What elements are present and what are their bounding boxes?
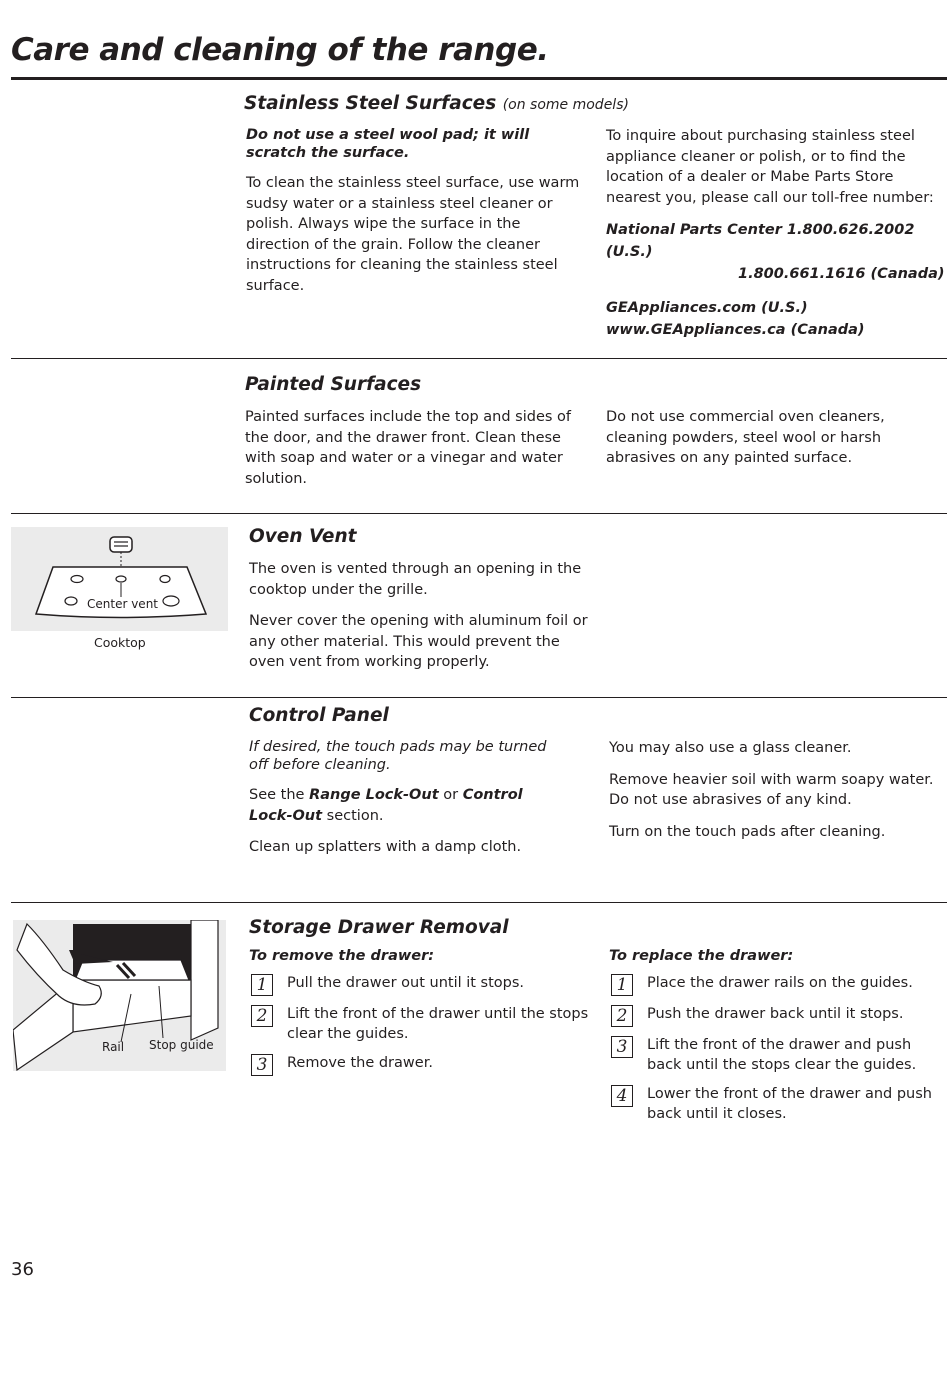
stainless-title-text: Stainless Steel Surfaces [244,93,497,114]
drawer-section-title: Storage Drawer Removal [249,917,509,938]
range-lockout-ref: Range Lock-Out [309,787,439,803]
web-link-canada[interactable]: www.GEAppliances.ca (Canada) [606,322,865,338]
control-splatters: Clean up splatters with a damp cloth. [249,839,522,855]
page-number: 36 [11,1259,34,1280]
painted-left-column [245,407,590,500]
stop-guide-label: Stop guide [149,1038,214,1052]
step-number-box: 2 [611,1005,633,1027]
oven-vent-p2: Never cover the opening with aluminum foil or any other material. This would prevent the oven vent from working properly. [249,613,588,670]
see-prefix: See the [249,787,305,803]
replace-step [609,973,947,996]
painted-right-text: Do not use commercial oven cleaners, cleaning powders, steel wool or harsh abrasives on any painted surface. [606,409,885,466]
cooktop-illustration [11,527,228,631]
title-rule [11,77,947,80]
stainless-body: To clean the stainless steel surface, use warm sudsy water or a stainless steel cleaner or polish. Always wipe the surface in the direction of the grain. Follow the cleaner instructions for cleaning the stainless steel surface. [246,175,580,294]
step-number-box: 1 [251,974,273,996]
step-text: Lift the front of the drawer until the stops clear the guides. [287,1005,589,1042]
replace-drawer-column [609,946,947,1133]
control-lockout-ref: Control Lock-Out [249,787,523,824]
oven-vent-p1: The oven is vented through an opening in the cooktop under the grille. [249,561,582,598]
stainless-right-column [606,126,948,352]
center-vent-label: Center vent [87,597,158,611]
stainless-inquire: To inquire about purchasing stainless steel appliance cleaner or polish, or to find the location of a dealer or Mabe Parts Store nearest you, please call our toll-free number: [606,128,934,206]
section-divider [11,697,947,698]
painted-left-text: Painted surfaces include the top and sides of the door, and the drawer front. Clean these with soap and water or a vinegar and water solution. [245,409,572,487]
replace-steps-list [609,973,947,1125]
step-text: Lower the front of the drawer and push back until it closes. [647,1085,932,1122]
remove-drawer-column [249,946,594,1084]
stainless-warning: Do not use a steel wool pad; it will scratch the surface. [246,127,530,161]
control-left-column [249,738,594,869]
step-number-box: 3 [251,1054,273,1076]
step-number-box: 1 [611,974,633,996]
remove-step [249,1004,594,1045]
control-panel-section-title: Control Panel [249,705,389,726]
painted-right-column [606,407,946,480]
cooktop-caption: Cooktop [94,635,146,650]
oven-vent-column [249,559,594,684]
replace-step [609,1084,947,1125]
stainless-left-column [246,126,586,307]
page-title: Care and cleaning of the range. [11,32,549,68]
remove-step [249,973,594,996]
step-text: Push the drawer back until it stops. [647,1005,904,1022]
web-link-us[interactable]: GEAppliances.com (U.S.) [606,300,808,316]
replace-step [609,1035,947,1076]
control-right-column [609,738,947,853]
step-text: Place the drawer rails on the guides. [647,974,913,991]
see-or: or [443,787,459,803]
see-suffix: section. [326,807,384,824]
step-text: Pull the drawer out until it stops. [287,974,525,991]
web-links-block [606,297,948,341]
stainless-subtitle: (on some models) [502,97,629,113]
oven-vent-section-title: Oven Vent [249,526,357,547]
step-text: Remove the drawer. [287,1054,433,1071]
control-heavy: Remove heavier soil with warm soapy water. Do not use abrasives of any kind. [609,771,934,808]
replace-step [609,1004,947,1027]
section-divider [11,902,947,903]
step-number-box: 2 [251,1005,273,1027]
parts-phone-block [606,219,948,285]
painted-section-title: Painted Surfaces [245,374,422,395]
step-number-box: 3 [611,1036,633,1058]
section-divider [11,513,947,514]
section-divider [11,358,947,359]
control-note: If desired, the touch pads may be turned off before cleaning. [249,739,547,773]
drawer-figure [13,920,226,1071]
parts-phone-us: National Parts Center 1.800.626.2002 (U.S.) [606,222,915,260]
step-number-box: 4 [611,1085,633,1107]
control-see-line [249,785,539,826]
control-glass: You may also use a glass cleaner. [609,740,852,756]
stainless-section-title [244,93,629,114]
replace-drawer-heading: To replace the drawer: [609,948,794,964]
rail-label: Rail [102,1040,125,1054]
parts-phone-canada: 1.800.661.1616 (Canada) [738,266,945,282]
remove-drawer-heading: To remove the drawer: [249,948,435,964]
step-text: Lift the front of the drawer and push back until the stops clear the guides. [647,1036,917,1073]
remove-steps-list [249,973,594,1076]
cooktop-figure [11,527,228,631]
remove-step [249,1053,594,1076]
control-turn-on: Turn on the touch pads after cleaning. [609,823,886,840]
